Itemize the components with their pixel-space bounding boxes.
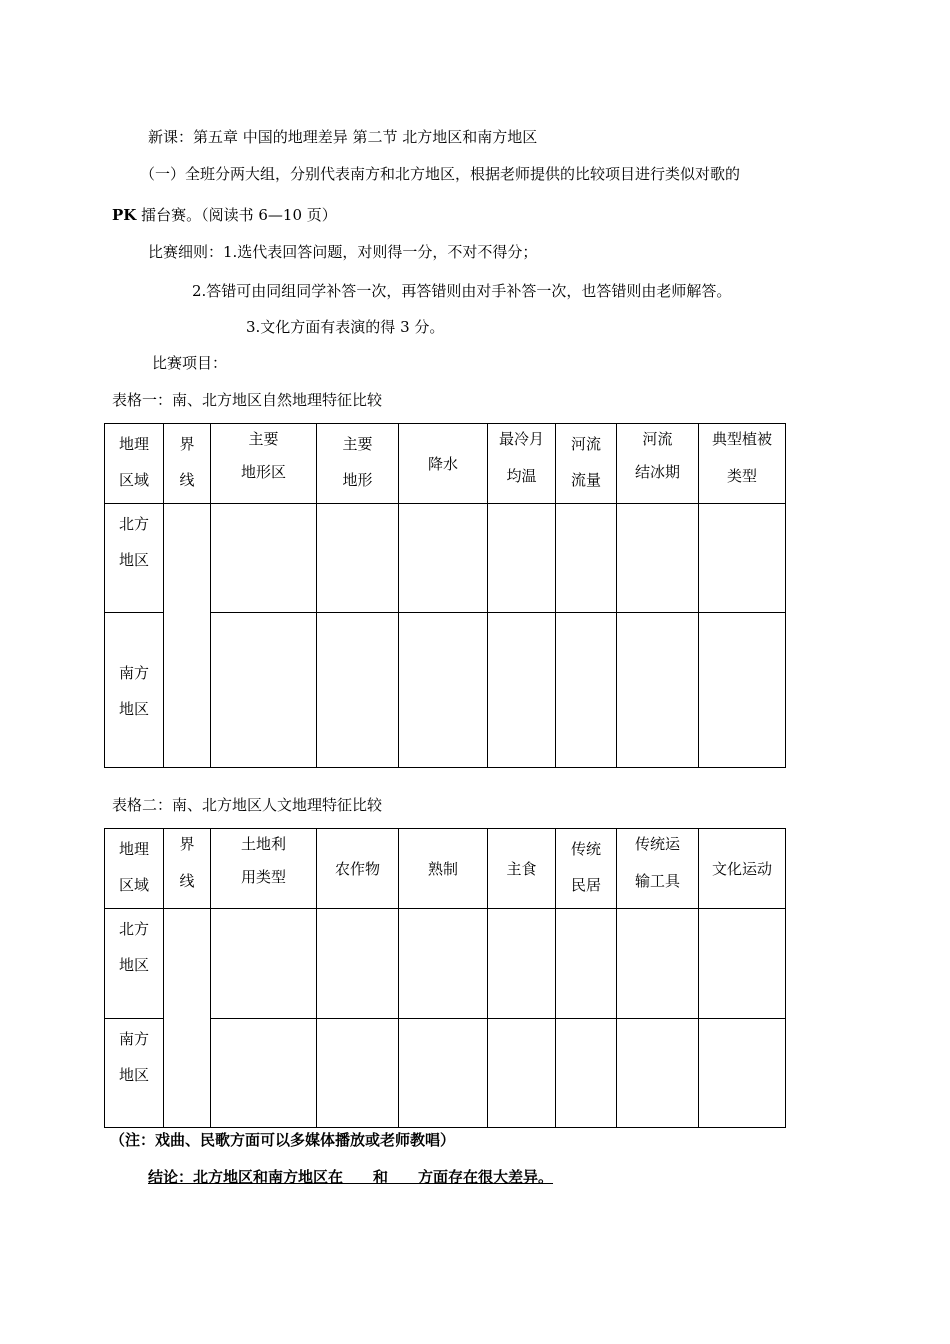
t1-header-vegetation: 典型植被 类型 <box>699 424 786 504</box>
t2-header-crops: 农作物 <box>317 829 399 909</box>
t1-header-landform: 主要 地形 <box>317 424 399 504</box>
t2-cell <box>556 1019 617 1128</box>
t2-cell <box>556 909 617 1019</box>
t2-cell <box>211 909 317 1019</box>
t2-cell <box>488 1019 556 1128</box>
t1-cell <box>399 504 488 613</box>
natural-geography-table <box>104 423 786 768</box>
t2-row-south-label: 南方 地区 <box>105 1019 164 1128</box>
pk-label: PK <box>112 206 137 224</box>
t1-cell <box>488 613 556 768</box>
t2-header-region: 地理 区域 <box>105 829 164 909</box>
t1-header-river-flow: 河流 流量 <box>556 424 617 504</box>
intro-line-1: （一）全班分两大组，分别代表南方和北方地区，根据老师提供的比较项目进行类似对歌的 <box>140 165 741 183</box>
rule-3: 3.文化方面有表演的得 3 分。 <box>246 318 445 336</box>
t2-header-boundary: 界 线 <box>164 829 211 909</box>
t2-cell <box>699 1019 786 1128</box>
t1-cell <box>399 613 488 768</box>
t1-header-landform-region: 主要 地形区 <box>211 424 317 504</box>
t1-header-coldest-temp: 最冷月 均温 <box>488 424 556 504</box>
t1-cell <box>556 613 617 768</box>
t1-header-precipitation: 降水 <box>399 424 488 504</box>
t1-cell <box>211 613 317 768</box>
table1-row-north <box>105 504 786 613</box>
page-title: 新课：第五章 中国的地理差异 第二节 北方地区和南方地区 <box>148 128 538 146</box>
t1-header-region: 地理 区域 <box>105 424 164 504</box>
t2-cell <box>317 909 399 1019</box>
t2-header-cropping-system: 熟制 <box>399 829 488 909</box>
t1-row-north-label: 北方 地区 <box>105 504 164 613</box>
items-heading: 比赛项目： <box>152 354 228 372</box>
rule-2: 2.答错可由同组同学补答一次，再答错则由对手补答一次，也答错则由老师解答。 <box>192 282 732 300</box>
t2-cell <box>699 909 786 1019</box>
t1-cell <box>617 613 699 768</box>
t2-header-staple-food: 主食 <box>488 829 556 909</box>
t2-cell <box>488 909 556 1019</box>
t2-row-north-label: 北方 地区 <box>105 909 164 1019</box>
t1-boundary-cell <box>164 504 211 768</box>
t2-cell <box>399 909 488 1019</box>
t2-boundary-cell <box>164 909 211 1128</box>
t2-header-dwelling: 传统 民居 <box>556 829 617 909</box>
human-geography-table <box>104 828 786 1128</box>
table1-caption: 表格一：南、北方地区自然地理特征比较 <box>112 391 383 409</box>
intro-line-2 <box>112 205 337 225</box>
t1-header-boundary: 界 线 <box>164 424 211 504</box>
t2-cell <box>617 909 699 1019</box>
note: （注：戏曲、民歌方面可以多媒体播放或老师教唱） <box>110 1131 456 1149</box>
t2-cell <box>211 1019 317 1128</box>
table1-header-row <box>105 424 786 504</box>
t1-cell <box>317 613 399 768</box>
t2-cell <box>399 1019 488 1128</box>
rule-1: 比赛细则：1.选代表回答问题，对则得一分，不对不得分； <box>148 243 538 261</box>
table2-header-row <box>105 829 786 909</box>
t2-header-transport: 传统运 输工具 <box>617 829 699 909</box>
t1-header-freeze-period: 河流 结冰期 <box>617 424 699 504</box>
t2-cell <box>317 1019 399 1128</box>
table2-row-north <box>105 909 786 1019</box>
t2-header-culture: 文化运动 <box>699 829 786 909</box>
t2-cell <box>617 1019 699 1128</box>
table2-caption: 表格二：南、北方地区人文地理特征比较 <box>112 796 383 814</box>
t1-cell <box>211 504 317 613</box>
t1-cell <box>699 613 786 768</box>
t1-cell <box>556 504 617 613</box>
conclusion: 结论：北方地区和南方地区在 和 方面存在很大差异。 <box>148 1168 554 1186</box>
t1-cell <box>488 504 556 613</box>
intro-line-2-text: 擂台赛。（阅读书 6—10 页） <box>136 206 337 224</box>
t1-cell <box>699 504 786 613</box>
t1-row-south-label: 南方 地区 <box>105 613 164 768</box>
t2-header-land-use: 土地利 用类型 <box>211 829 317 909</box>
t1-cell <box>317 504 399 613</box>
t1-cell <box>617 504 699 613</box>
